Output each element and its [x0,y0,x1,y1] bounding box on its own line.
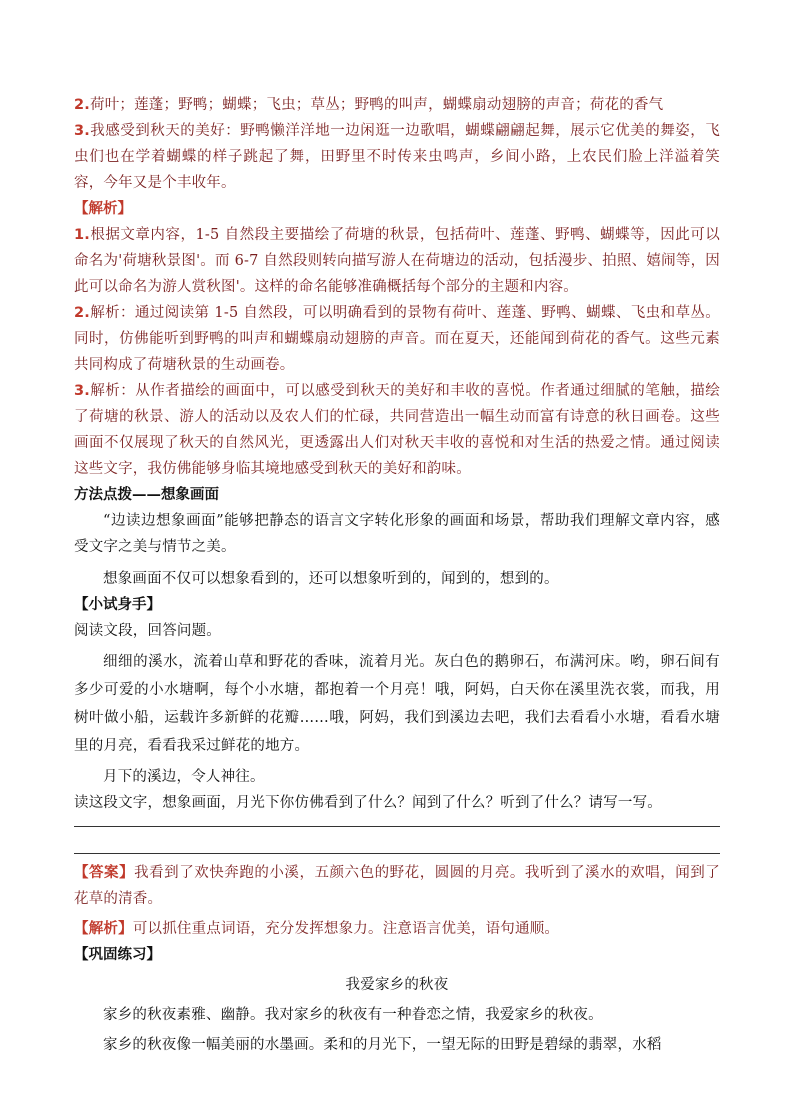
practice-intro: 阅读文段，回答问题。 [74,623,221,639]
analysis-2 [74,300,720,378]
analysis-3-number: 3. [74,383,90,399]
consolidate-label: 【巩固练习】 [74,946,161,963]
practice-answer-label: 【答案】 [74,864,135,881]
method-paragraph-2: 想象画面不仅可以想象看到的，还可以想象听到的，闻到的，想到的。 [103,571,559,587]
analysis-2-number: 2. [74,305,90,321]
consolidate-paragraph-2: 家乡的秋夜像一幅美丽的水墨画。柔和的月光下，一望无际的田野是碧绿的翡翠，水稻 [103,1037,662,1053]
answer-rule-2 [74,853,720,854]
analysis-1 [74,222,720,300]
practice-passage: 细细的溪水，流着山草和野花的香味，流着月光。灰白色的鹅卵石，布满河床。哟，卵石间有多少可爱的小水塘啊，每个小水塘，都抱着一个月亮！哦，阿妈，白天你在溪里洗衣裳，而我，用树叶做小船，运载许多新鲜的花瓣……哦，阿妈，我们到溪边去吧，我们去看看小水塘，看看水塘里的月亮，看看我采过鲜花的地方。 [74,654,720,754]
answer-3 [74,118,720,196]
analysis-label: 【解析】 [74,200,132,217]
method-title: 方法点拨——想象画面 [74,486,219,503]
answer-3-text: 我感受到秋天的美好：野鸭懒洋洋地一边闲逛一边歌唱，蝴蝶翩翩起舞，展示它优美的舞姿，飞虫们也在学着蝴蝶的样子跳起了舞，田野里不时传来虫鸣声，乡间小路，上农民们脸上洋溢着笑容，今年又是个丰收年。 [74,123,720,191]
answer-line-2[interactable] [74,853,720,854]
practice-passage-2: 月下的溪边，令人神往。 [103,769,265,785]
method-paragraph-1: “边读边想象画面”能够把静态的语言文字转化形象的画面和场景，帮助我们理解文章内容，感受文字之美与情节之美。 [74,513,720,555]
analysis-2-text: 解析：通过阅读第 1-5 自然段，可以明确看到的景物有荷叶、莲蓬、野鸭、蝴蝶、飞虫和草丛。 同时，仿佛能听到野鸭的叫声和蝴蝶扇动翅膀的声音。而在夏天，还能闻到荷花的香气。这些元素共同构成了荷塘秋景的生动画卷。 [74,305,720,373]
practice-analysis-label: 【解析】 [74,920,133,937]
answer-rule-1 [74,826,720,827]
consolidate-title: 我爱家乡的秋夜 [345,977,449,993]
practice-answer-text: 我看到了欢快奔跑的小溪，五颜六色的野花，圆圆的月亮。我听到了溪水的欢唱，闻到了花草的清香。 [74,865,720,907]
answer-2-text: 荷叶；莲蓬；野鸭；蝴蝶；飞虫；草丛；野鸭的叫声，蝴蝶扇动翅膀的声音；荷花的香气 [90,97,664,113]
practice-question: 读这段文字，想象画面，月光下你仿佛看到了什么？闻到了什么？听到了什么？请写一写。 [74,795,662,811]
practice-analysis [74,916,720,942]
analysis-3-text: 解析：从作者描绘的画面中，可以感受到秋天的美好和丰收的喜悦。作者通过细腻的笔触，描绘了荷塘的秋景、游人的活动以及农人们的忙碌，共同营造出一幅生动而富有诗意的秋日画卷。这些画面不仅展现了秋天的自然风光，更透露出人们对秋天丰收的喜悦和对生活的热爱之情。通过阅读这些文字，我仿佛能够身临其境地感受到秋天的美好和韵味。 [74,383,720,477]
practice-label: 【小试身手】 [74,596,161,613]
practice-analysis-text: 可以抓住重点词语，充分发挥想象力。注意语言优美，语句通顺。 [132,921,560,937]
analysis-1-text: 根据文章内容，1-5 自然段主要描绘了荷塘的秋景，包括荷叶、莲蓬、野鸭、蝴蝶等，因此可以命名为'荷塘秋景图'。而 6-7 自然段则转向描写游人在荷塘边的活动，包括漫步、拍照、嬉闹等，因此可以命名为游人赏秋图'。这样的命名能够准确概括每个部分的主题和内容。 [74,227,720,295]
answer-line-1[interactable] [74,826,720,827]
analysis-3 [74,378,720,482]
consolidate-paragraph-1: 家乡的秋夜素雅、幽静。我对家乡的秋夜有一种眷恋之情，我爱家乡的秋夜。 [103,1007,603,1023]
practice-answer [74,860,720,912]
document-content [74,92,720,1058]
answer-3-number: 3. [74,123,90,139]
answer-2 [74,92,720,118]
analysis-1-number: 1. [74,227,90,243]
answer-2-number: 2. [74,97,90,113]
